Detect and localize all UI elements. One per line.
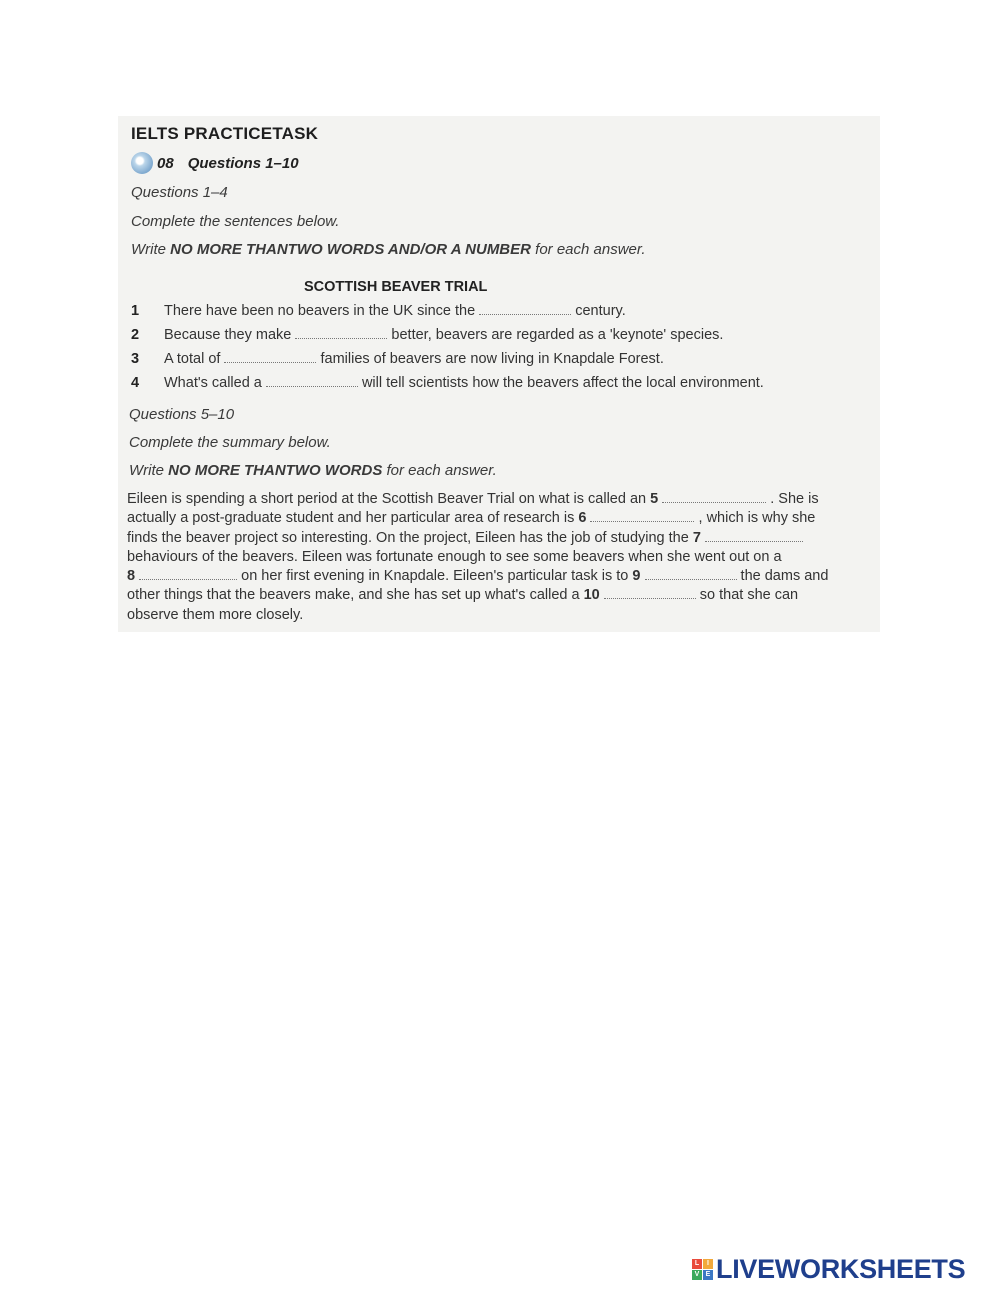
word-limit: NO MORE THANTWO WORDS AND/OR A NUMBER (170, 241, 531, 258)
logo-tile: L (692, 1259, 702, 1269)
logo-tile: V (692, 1270, 702, 1280)
part2-write-instruction: Write NO MORE THANTWO WORDS for each answer. (129, 462, 497, 479)
answer-blank-2[interactable] (295, 327, 387, 339)
answer-blank-3[interactable] (224, 351, 316, 363)
question-sentence: A total of families of beavers are now living in Knapdale Forest. (164, 351, 664, 367)
answer-blank-1[interactable] (479, 303, 571, 315)
logo-tile: I (703, 1259, 713, 1269)
page-title: IELTS PRACTICETASK (131, 124, 319, 143)
question-number: 3 (131, 351, 140, 367)
question-number: 8 (127, 568, 136, 585)
part1-label: Questions 1–4 (131, 184, 228, 201)
question-number: 5 (650, 491, 659, 507)
answer-blank-5[interactable] (662, 491, 766, 503)
question-sentence: Because they make better, beavers are regarded as a 'keynote' species. (164, 327, 724, 343)
question-number: 1 (131, 303, 140, 319)
summary-paragraph: Eileen is spending a short period at the Scottish Beaver Trial on what is called an 5 . She is actually a post-graduate student and her particular area of research is 6 , which is why she finds the beaver project so interesting. On the project, Eileen has the job of studying the 7 behaviours of the beavers. Eileen was fortunate enough to see some beavers when she went out on a 8 on her first evening in Knapdale. Eileen's particular task is to 9 the dams and other things that the beavers make, and she has set up what's called a 10 so that she can observe them more closely. (127, 491, 829, 623)
question-number: 4 (131, 375, 140, 391)
logo-mark-icon (692, 1259, 713, 1280)
logo-text: LIVEWORKSHEETS (716, 1253, 966, 1284)
answer-blank-4[interactable] (266, 375, 358, 387)
part1-instruction: Complete the sentences below. (131, 213, 340, 230)
question-sentence: What's called a will tell scientists how the beavers affect the local environment. (164, 375, 764, 391)
answer-blank-9[interactable] (645, 568, 737, 580)
section-heading: SCOTTISH BEAVER TRIAL (304, 279, 488, 295)
word-limit: NO MORE THANTWO WORDS (168, 462, 383, 479)
part2-instruction: Complete the summary below. (129, 434, 331, 451)
question-number: 9 (632, 568, 641, 585)
question-number: 10 (583, 587, 600, 604)
question-number: 6 (578, 510, 587, 527)
liveworksheets-logo (692, 1254, 965, 1284)
answer-blank-8[interactable] (139, 568, 237, 580)
question-number: 2 (131, 327, 140, 343)
question-sentence: There have been no beavers in the UK since the century. (164, 303, 626, 319)
answer-blank-10[interactable] (604, 587, 696, 599)
track-number: 08 (157, 154, 174, 172)
answer-blank-7[interactable] (705, 530, 803, 542)
part2-label: Questions 5–10 (129, 406, 235, 423)
questions-range: Questions 1–10 (187, 154, 299, 172)
part1-write-instruction: Write NO MORE THANTWO WORDS AND/OR A NUMBER for each answer. (131, 241, 646, 258)
audio-track-row (131, 151, 299, 175)
answer-blank-6[interactable] (590, 510, 694, 522)
cd-audio-icon (131, 152, 153, 174)
question-number: 7 (692, 529, 701, 546)
logo-tile: E (703, 1270, 713, 1280)
